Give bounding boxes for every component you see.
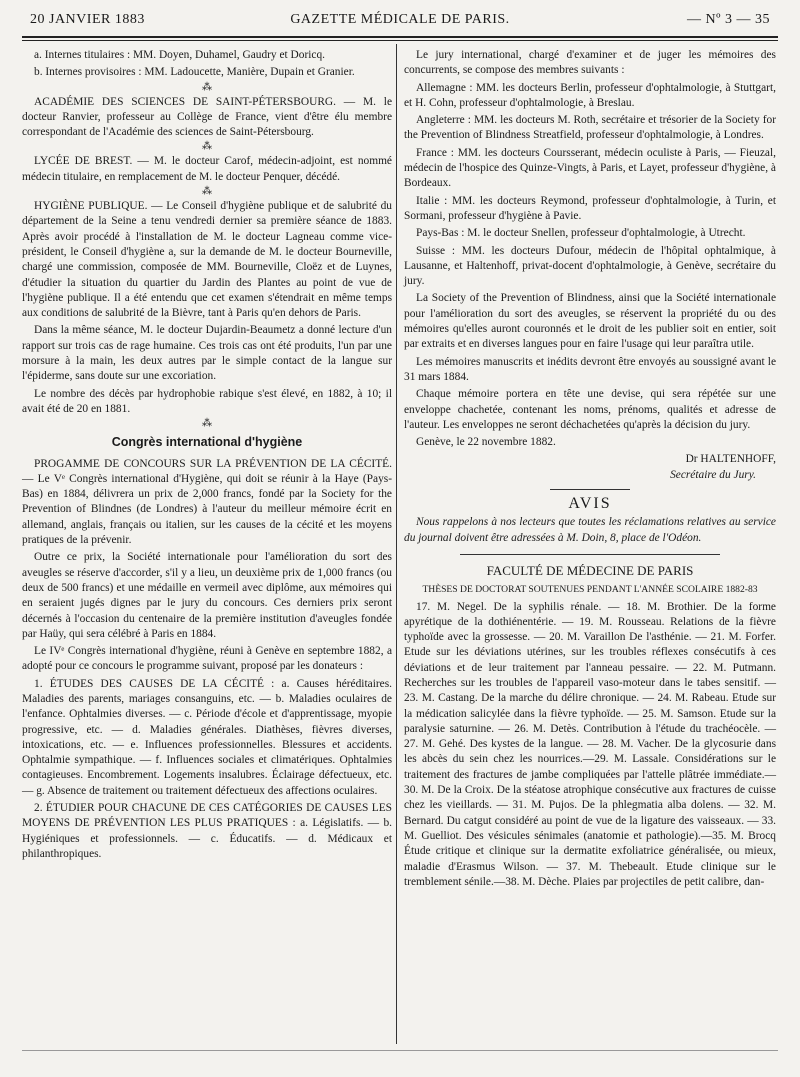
footer-rule: [22, 1050, 778, 1051]
header-title: GAZETTE MÉDICALE DE PARIS.: [290, 12, 510, 27]
paragraph: Pays-Bas : M. le docteur Snellen, professeur d'ophtalmologie, à Utrecht.: [416, 227, 746, 240]
header-rule-thin: [22, 40, 778, 41]
asterism: ⁂: [202, 418, 212, 430]
theses-subheading: THÈSES DE DOCTORAT SOUTENUES PENDANT L'ANNÉE SCOLAIRE 1882-83: [422, 584, 758, 596]
paragraph: Italie : MM. les docteurs Reymond, professeur d'ophtalmologie, à Turin, et Sormani, professeur d'hygiène à Pavie.: [404, 194, 776, 222]
paragraph: Le IVᵉ Congrès international d'hygiène, réuni à Genève en septembre 1882, a adopté pour ce concours le programme suivant, proposé par les donateurs :: [22, 645, 392, 673]
paragraph: Angleterre : MM. les docteurs M. Roth, secrétaire et trésorier de la Society for the Prevention of Blindness Streatfield, professeur d'ophtalmologie, à Londres.: [404, 114, 776, 142]
paragraph: 1. ÉTUDES DES CAUSES DE LA CÉCITÉ : a. Causes héréditaires. Maladies des parents, mariages consanguins, etc. — b. Maladies oculaires de l'enfance. Ophtalmies diverses. — c. Période d'école et d'apprentissage, myopie progressive, etc. — d. Maladies générales. Diathèses, fièvres diverses, intoxications, etc. — e. Influences professionnelles. Blessures et accidents. Ophtalmie sympathique. — f. Influences sociales et climatériques. Ophtalmies contagieuses. Encombrement. Logements insalubres. Éclairage défectueux, etc. — g. Absence de traitement ou traitement défectueux des affections oculaires.: [22, 677, 392, 797]
section-heading: Congrès international d'hygiène: [111, 435, 303, 450]
paragraph: France : MM. les docteurs Coursserant, médecin oculiste à Paris, — Fieuzal, médecin de l'hospice des Quinze-Vingts, à Paris, et Layet, professeur d'hygiène, à Bordeaux.: [404, 146, 776, 190]
paragraph: La Society of the Prevention of Blindness, ainsi que la Société internationale pour l'amélioration du sort des aveugles, se réservent la propriété du ou des mémoires qu'elles auront couronnés et le droit de les publier soit en entier, soit par extraits et en diverses langues pour en faire l'usage qui leur paraîtra utile.: [404, 292, 776, 351]
header-date: 20 JANVIER 1883: [30, 12, 145, 27]
divider: [460, 554, 720, 555]
paragraph: ACADÉMIE DES SCIENCES DE SAINT-PÉTERSBOURG. — M. le docteur Ranvier, professeur au Collège de France, vient d'être élu membre correspondant de l'Académie des sciences de Saint-Pétersbourg.: [22, 95, 392, 139]
page-header: [22, 6, 778, 30]
avis-text: Nous rappelons à nos lecteurs que toutes les réclamations relatives au service du journal doivent être adressées à M. Doin, 8, place de l'Odéon.: [404, 516, 776, 544]
paragraph: Le nombre des décès par hydrophobie rabique s'est élevé, en 1882, à 10; il avait été de 20 en 1881.: [22, 387, 392, 415]
paragraph: LYCÉE DE BREST. — M. le docteur Carof, médecin-adjoint, est nommé médecin titulaire, en remplacement de M. le docteur Penquer, décédé.: [22, 155, 392, 183]
paragraph: Les mémoires manuscrits et inédits devront être envoyés au soussigné avant le 31 mars 1884.: [404, 355, 776, 383]
paragraph: Chaque mémoire portera en tête une devise, qui sera répétée sur une enveloppe chachetée, contenant les noms, prénoms, qualités et adresse de l'auteur. Les enveloppes ne seront déchachetées qu'après la décision du jury.: [404, 388, 776, 431]
asterism: ⁂: [202, 141, 212, 153]
paragraph: a. Internes titulaires : MM. Doyen, Duhamel, Gaudry et Doricq.: [34, 49, 326, 61]
signature-title: Secrétaire du Jury.: [670, 468, 756, 481]
signature-name: Dr HALTENHOFF,: [685, 453, 776, 466]
paragraph: 2. ÉTUDIER POUR CHACUNE DE CES CATÉGORIES DE CAUSES LES MOYENS DE PRÉVENTION LES PLUS PRATIQUES : a. Législatifs. — b. Hygiéniques et professionnels. — c. Éducatifs. — d. Médicaux et philanthropiques.: [22, 802, 392, 860]
paragraph: PROGAMME DE CONCOURS SUR LA PRÉVENTION DE LA CÉCITÉ. — Le Vᵉ Congrès international d'Hygiène, qui doit se réunir à la Haye (Pays-Bas) en 1884, délivrera un prix de 2,000 francs, fondé par la Society for the Prevention of Blindnes (de Londres) à l'auteur du meilleur mémoire écrit en allemand, anglais, français ou italien, sur les causes de la cécité et les moyens pratiques de la prévenir.: [22, 457, 392, 547]
right-column: [404, 48, 776, 892]
left-column: [22, 48, 392, 864]
faculty-heading: FACULTÉ DE MÉDECINE DE PARIS: [486, 562, 694, 578]
paragraph: Outre ce prix, la Société internationale pour l'amélioration du sort des aveugles se réserve d'accorder, s'il y a lieu, un deuxième prix de 1,000 francs (ou deux de 500 francs) et une médaille en vermeil avec diplôme, aux mémoires qui en seraient jugés dignes par le jury du concours. Ces derniers prix seront décernés à l'occasion du centenaire de la première institution d'aveugles fondée par Haüy, qui sera célébré à Paris en 1884.: [22, 551, 392, 640]
paragraph: HYGIÈNE PUBLIQUE. — Le Conseil d'hygiène publique et de salubrité du département de la Seine a tenu vendredi dernier sa première séance de 1883. Après avoir procédé à l'installation de M. le docteur Lagneau comme vice-président, le Conseil d'hygiène a, sur la demande de M. le docteur Bourneville, chargé une commission, composée de MM. Bourneville, Cloëz et de Luynes, d'étudier la situation du quartier du Jardin des Plantes au point de vue de l'hygiène publique. Il a été entendu que cet examen s'étendrait en même temps aux conditions de salubrité de la Bièvre, tant à Paris qu'en dehors de Paris.: [22, 200, 392, 320]
paragraph: Dans la même séance, M. le docteur Dujardin-Beaumetz a donné lecture d'un rapport sur trois cas de rage humaine. Ces trois cas ont été produits, l'un par une morsure à la main, les deux autres par le simple contact de la langue sur l'épiderme, sans doute sur une excoriation.: [22, 324, 392, 383]
asterism: ⁂: [202, 186, 212, 198]
theses-list: 17. M. Negel. De la syphilis rénale. — 18. M. Brothier. De la forme apyrétique de la dothiénentérie. — 19. M. Rousseau. Relations de la fièvre typhoïde avec la grossesse. — 20. M. Varaillon De l'asthénie. — 21. M. Forfer. Etude sur les déviations utérines, sur les troubles réflexes consécutifs à ces déviations et de leur traitement par l'anneau pessaire. — 22. M. Putmann. Recherches sur les troubles de l'appareil vaso-moteur dans le tabes sensitif. — 23. M. Castang. De la marche du délire chronique. — 24. M. Rabeau. Etude sur la médication salicylée dans la fièvre typhoïde. — 25. M. Samson. Etude sur la paralysie saturnine. — 26. M. Detès. Contribution à l'étude du trachéocèle. — 27. M. Gehé. Des kystes de la langue. — 28. M. Vacher. De la glycosurie dans les abcès du sein chez les nourrices.—29. M. Lassale. Considérations sur le traitement des fractures de jambe compliquées par l'attelle plâtrée immédiate.—30. M. De la Croix. De la stéatose atrophique consécutive aux fractures de cuisse chez les vieillards. — 31. M. Pujos. De la phlegmatia alba dolens. — 32. M. Bernard. Du catgut considéré au point de vue de la ligature des vaisseaux. — 33. M. Guelliot. Des vésicules sénimales (anatomie et pathologie).—35. M. Brocq Étude critique et clinique sur la dermatite exfoliatrice généralisée, ou mieux, maladie d'Erasmus Wilson. — 37. M. Thebeault. Etude clinique sur le tremblement sénile.—38. M. Dèche. Plaies par projectiles de petit calibre, dan-: [404, 600, 776, 888]
paragraph: Allemagne : MM. les docteurs Berlin, professeur d'ophtalmologie, à Stuttgart, et H. Cohn, professeur d'ophtalmologie, à Breslau.: [404, 81, 776, 109]
asterism: ⁂: [202, 81, 212, 93]
column-divider: [396, 44, 397, 1044]
header-page-number: — Nº 3 — 35: [687, 12, 770, 27]
paragraph: Genève, le 22 novembre 1882.: [416, 436, 556, 449]
paragraph: Suisse : MM. les docteurs Dufour, médecin de l'hôpital ophtalmique, à Lausanne, et Haltenhoff, privat-docent d'ophtalmologie, à Genève, secrétaire du jury.: [404, 244, 776, 288]
avis-heading: AVIS: [568, 495, 612, 513]
header-rule: [22, 36, 778, 38]
divider: [550, 489, 630, 490]
paragraph: b. Internes provisoires : MM. Ladoucette, Manière, Dupain et Granier.: [34, 66, 355, 79]
paragraph: Le jury international, chargé d'examiner et de juger les mémoires des concurrents, se compose des membres suivants :: [404, 49, 776, 77]
